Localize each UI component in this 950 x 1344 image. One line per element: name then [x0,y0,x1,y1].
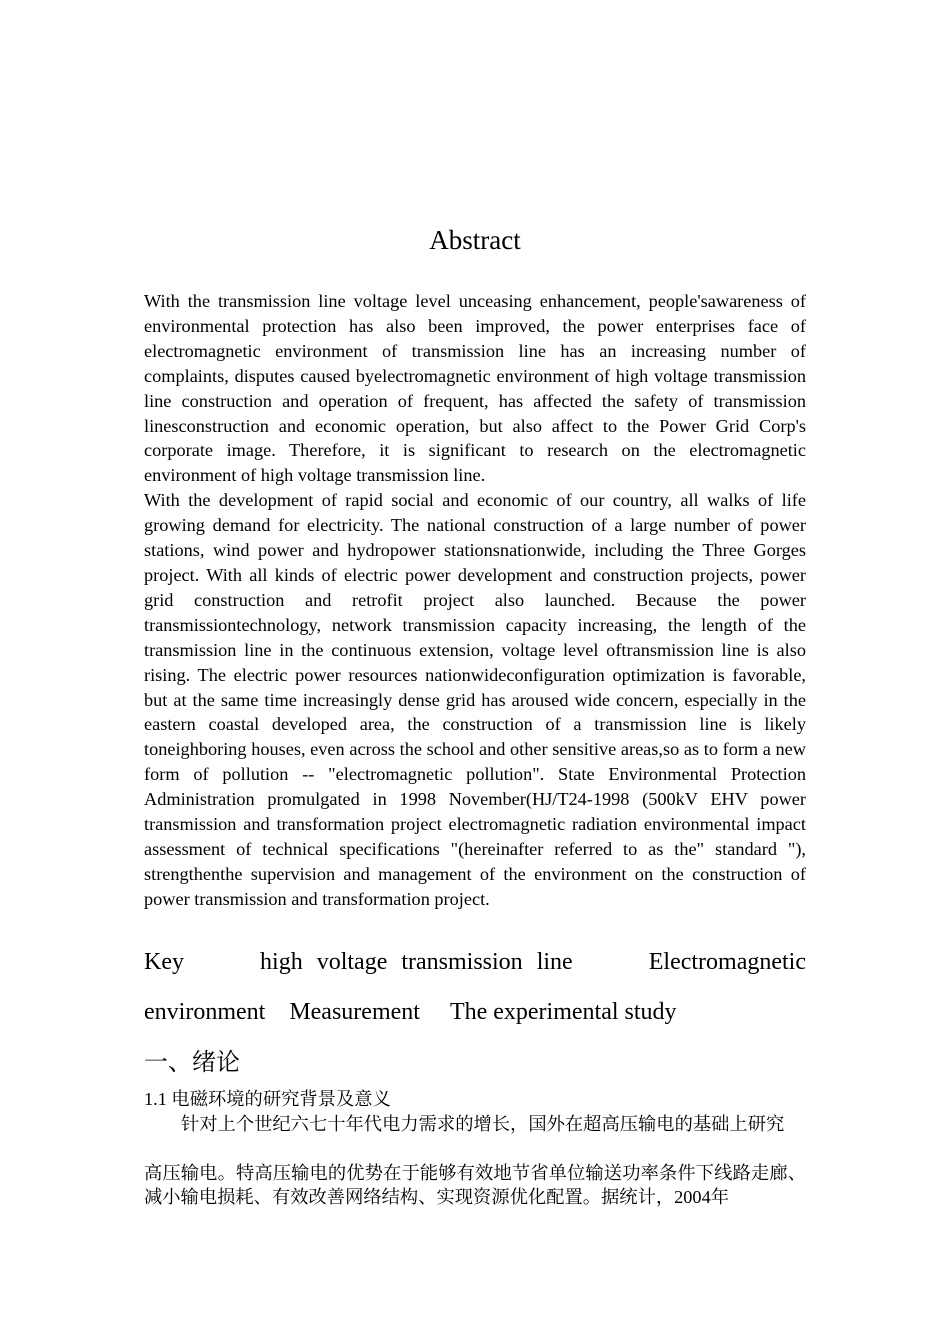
keyword-term: transmission [401,949,523,975]
keywords-line-2 [144,995,806,1029]
chinese-paragraph-1: 针对上个世纪六七十年代电力需求的增长，国外在超高压输电的基础上研究 [181,1114,785,1134]
keyword-term: high [260,949,303,975]
section-heading: 1.1 电磁环境的研究背景及意义 [144,1089,391,1109]
keyword-term: Electromagnetic [648,949,806,975]
abstract-title: Abstract [429,225,521,255]
keywords-line-1 [144,945,806,979]
keywords-label: Key [144,949,184,975]
keyword-term: line [536,949,573,975]
keyword-term: The experimental study [449,999,677,1025]
chapter-heading: 一、绪论 [144,1050,240,1076]
keyword-term: Measurement [289,999,420,1025]
chinese-paragraph-2: 高压输电。特高压输电的优势在于能够有效地节省单位输送功率条件下线路走廊、减小输电损耗、有效改善网络结构、实现资源优化配置。据统计，2004年 [144,1163,806,1207]
abstract-paragraph-1: With the transmission line voltage level unceasing enhancement, people'sawareness of environmental protection has also been improved, the power enterprises face of electromagnetic environment of transmission line has an increasing number of complaints, disputes caused byelectromagnetic environment of high voltage transmission line construction and operation of frequent, has affected the safety of transmission linesconstruction and economic operation, but also affect to the Power Grid Corp's corporate image. Therefore, it is significant to research on the electromagnetic environment of high voltage transmission line. [144,291,806,486]
keyword-term: environment [144,999,266,1025]
keyword-term: voltage [316,949,388,975]
abstract-body [144,289,806,912]
abstract-paragraph-2: With the development of rapid social and economic of our country, all walks of life growing demand for electricity. The national construction of a large number of power stations, wind power and hydropower stationsnationwide, including the Three Gorges project. With all kinds of electric power development and construction projects, power grid construction and retrofit project also launched. Because the power transmissiontechnology, network transmission capacity increasing, the length of the transmission line in the continuous extension, voltage level oftransmission line is also rising. The electric power resources nationwideconfiguration optimization is favorable, but at the same time increasingly dense grid has aroused wide concern, especially in the eastern coastal developed area, the construction of a transmission line is likely toneighboring houses, even across the school and other sensitive areas,so as to form a new form of pollution -- "electromagnetic pollution". State Environmental Protection Administration promulgated in 1998 November(HJ/T24-1998 (500kV EHV power transmission and transformation project electromagnetic radiation environmental impact assessment of technical specifications "(hereinafter referred to as the" standard "), strengthenthe supervision and management of the environment on the construction of power transmission and transformation project. [144,490,806,909]
